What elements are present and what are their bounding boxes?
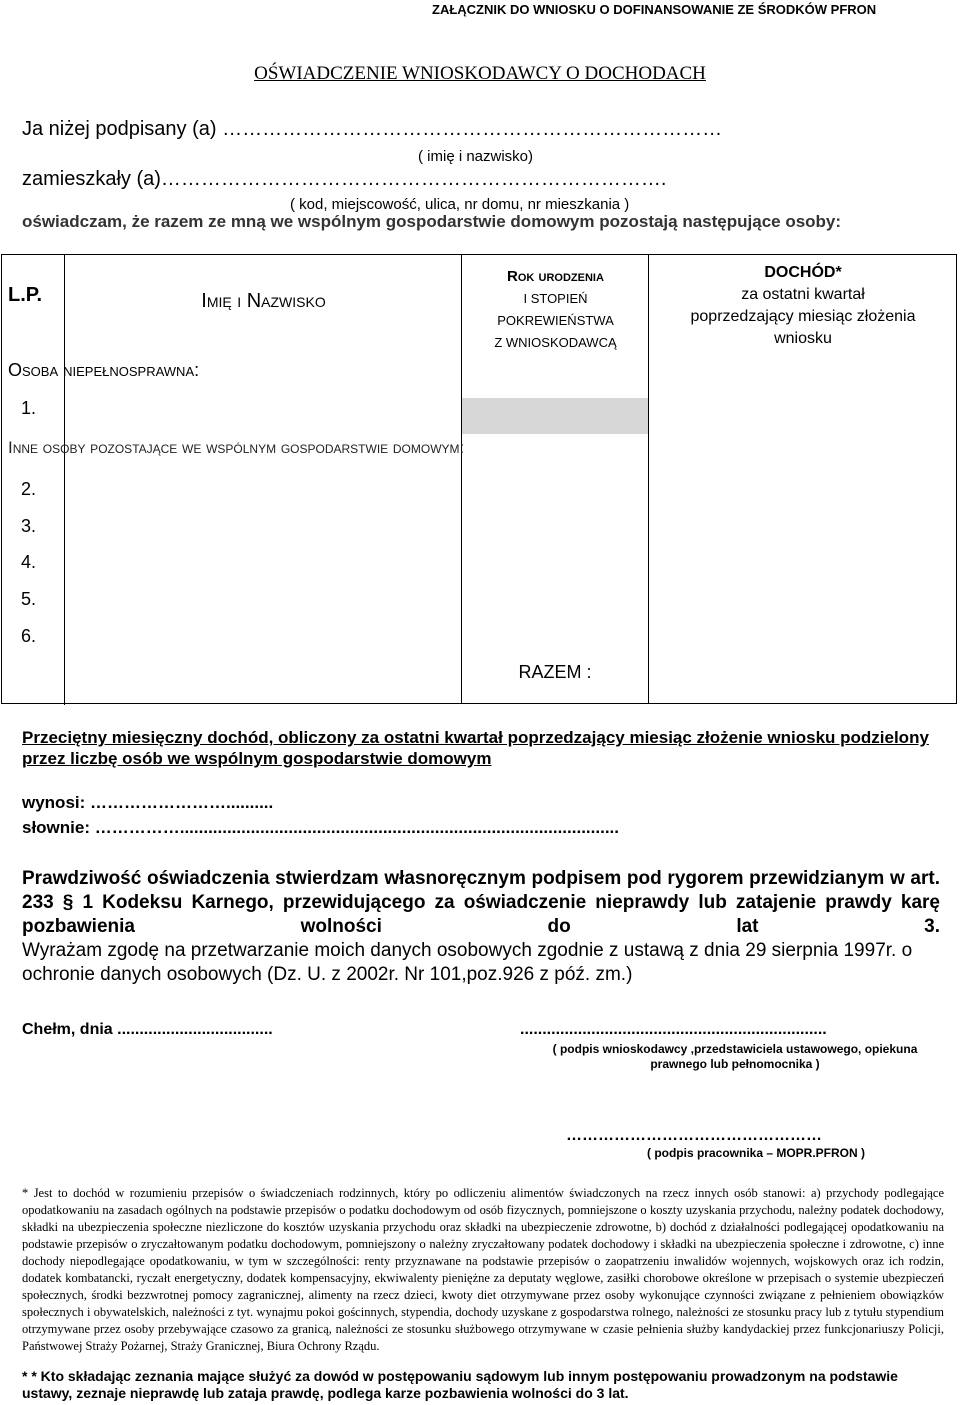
footnote-income-definition: * Jest to dochód w rozumieniu przepisów o świadczeniach rodzinnych, który po odliczeniu alimentów świadczonych na rzecz innych osób stanowi: a) przychody podlegające opodatkowaniu na zasadach ogólnych na podstawie przepisów o podatku dochodowym od osób fizycznych, pomniejszone o koszty uzyskania przychodu, należny podatek dochodowy, składki na ubezpieczenia społeczne niezliczone do kosztów uzyskania przychodu oraz składki na ubezpieczenie zdrowotne, b) dochód z działalności podlegającej opodatkowaniu na podstawie przepisów o zryczałtowanym podatku dochodowym, pomniejszony o należny zryczałtowany podatek dochodowy i składki na ubezpieczenia społeczne i zdrowotne, c) inne dochody niepodlegające opodatkowaniu, w tym w szczególności: renty przyznawane na podstawie przepisów o zaopatrzeniu inwalidów wojennych, wojskowych oraz ich rodzin, dodatek kombatancki, ryczałt energetyczny, dodatek kompensacyjny, ekwiwalenty pieniężne za deputaty węglowe, zasiłki chorobowe określone w przepisach o systemie ubezpieczeń społecznych, środki bezzwrotnej pomocy zagranicznej, alimenty na rzecz dzieci, kwoty diet otrzymywane przez osoby wykonujące czynności związane z pełnieniem obowiązków społecznych i obywatelskich, należności z tyt. wynajmu pokoi gościnnych, stypendia, dochody uzyskane z gospodarstwa rolnego, należności ze stosunku pracy lub z tytułu stypendium otrzymywane przez osoby przebywające czasowo za granicą, należności ze stosunku służbowego otrzymywane w czasie pełnienia służby kandydackiej przez funkcjonariuszy Policji, Państwowej Straży Pożarnej, Straży Granicznej, Biura Ochrony Rządu. [22, 1186, 944, 1353]
name-hint: ( imię i nazwisko) [418, 148, 534, 165]
applicant-signature-line[interactable]: ..................................................................... [520, 1021, 827, 1038]
row-number: 1. [21, 398, 37, 418]
data-processing-consent: Wyrażam zgodę na przetwarzanie moich danych osobowych zgodnie z ustawą z dnia 29 sierpnia 1997r. o ochronie danych osobowych (Dz. U. z 2002r. Nr 101,poz.926 z póź. zm.) [22, 940, 913, 985]
annex-label: ZAŁĄCZNIK DO WNIOSKU O DOFINANSOWANIE ZE ŚRODKÓW PFRON [432, 2, 877, 17]
row-number: 3. [21, 516, 37, 536]
column-header-income [649, 262, 957, 350]
signed-name-line[interactable]: Ja niżej podpisany (a) ………………………………………………………………… [22, 118, 723, 140]
header-line: Z WNIOSKODAWCĄ [494, 335, 617, 350]
table-border-left [1, 254, 2, 704]
amount-field[interactable]: wynosi: …………………….......... [22, 793, 274, 812]
table-border-top [1, 254, 957, 255]
table-border-bottom [1, 703, 957, 704]
section-disabled-person: Osoba niepełnosprawna: [8, 360, 200, 380]
amount-in-words-field[interactable]: słownie: ……………............................................................................................. [22, 818, 619, 837]
shaded-cell [462, 398, 648, 434]
section-other-persons: Inne osoby pozostające we wspólnym gospodarstwie domowym: [8, 438, 465, 457]
average-income-statement: Przeciętny miesięczny dochód, obliczony za ostatni kwartał poprzedzający miesiąc złożenie wniosku podzielony przez liczbę osób we wspólnym gospodarstwie domowym [22, 728, 929, 768]
total-label: RAZEM : [518, 662, 592, 682]
col-divider-name [461, 254, 462, 704]
col-divider-lp [64, 254, 65, 705]
applicant-signature-caption: ( podpis wnioskodawcy ,przedstawiciela ustawowego, opiekuna prawnego lub pełnomocnika ) [552, 1042, 918, 1071]
column-header-name: Imię i Nazwisko [201, 290, 326, 312]
truth-declaration: Prawdziwość oświadczenia stwierdzam własnoręcznym podpisem pod rygorem przewidzianym w art. 233 § 1 Kodeksu Karnego, przewidującego za oświadczenie nieprawdy lub zatajenie prawdy karę pozbawienia wolności do lat 3. [22, 868, 940, 937]
header-line: poprzedzający miesiąc złożenia [690, 308, 916, 325]
header-line: wniosku [774, 330, 832, 347]
header-line: Rok urodzenia [507, 268, 604, 285]
header-line: POKREWIEŃSTWA [497, 313, 614, 328]
staff-signature-caption: ( podpis pracownika – MOPR.PFRON ) [646, 1146, 866, 1160]
row-number: 5. [21, 589, 37, 609]
header-line: DOCHÓD* [764, 264, 842, 281]
household-table [1, 254, 957, 704]
footnote-perjury: * * Kto składając zeznania mające służyć za dowód w postępowaniu sądowym lub innym postępowaniu prowadzonym na podstawie ustawy, zeznaje nieprawdę lub zataja prawdę, podlega karze pozbawienia wolności do 3 lat. [22, 1368, 898, 1401]
residing-line[interactable]: zamieszkały (a)…………………………………………………………………. [22, 168, 667, 190]
document-title: OŚWIADCZENIE WNIOSKODAWCY O DOCHODACH [254, 63, 706, 84]
row-number: 2. [21, 479, 37, 499]
address-hint: ( kod, miejscowość, ulica, nr domu, nr mieszkania ) [290, 196, 630, 213]
row-number: 6. [21, 626, 37, 646]
header-line: za ostatni kwartał [741, 286, 865, 303]
header-line: I STOPIEŃ [523, 291, 588, 306]
row-number: 4. [21, 552, 37, 572]
column-header-birth-year [463, 266, 648, 354]
household-declaration: oświadczam, że razem ze mną we wspólnym gospodarstwie domowym pozostają następujące osoby: [22, 212, 842, 231]
column-header-lp: L.P. [8, 284, 43, 306]
staff-signature-line[interactable]: ………………………………………… [566, 1127, 822, 1144]
place-date-field[interactable]: Chełm, dnia ................................... [22, 1021, 273, 1038]
